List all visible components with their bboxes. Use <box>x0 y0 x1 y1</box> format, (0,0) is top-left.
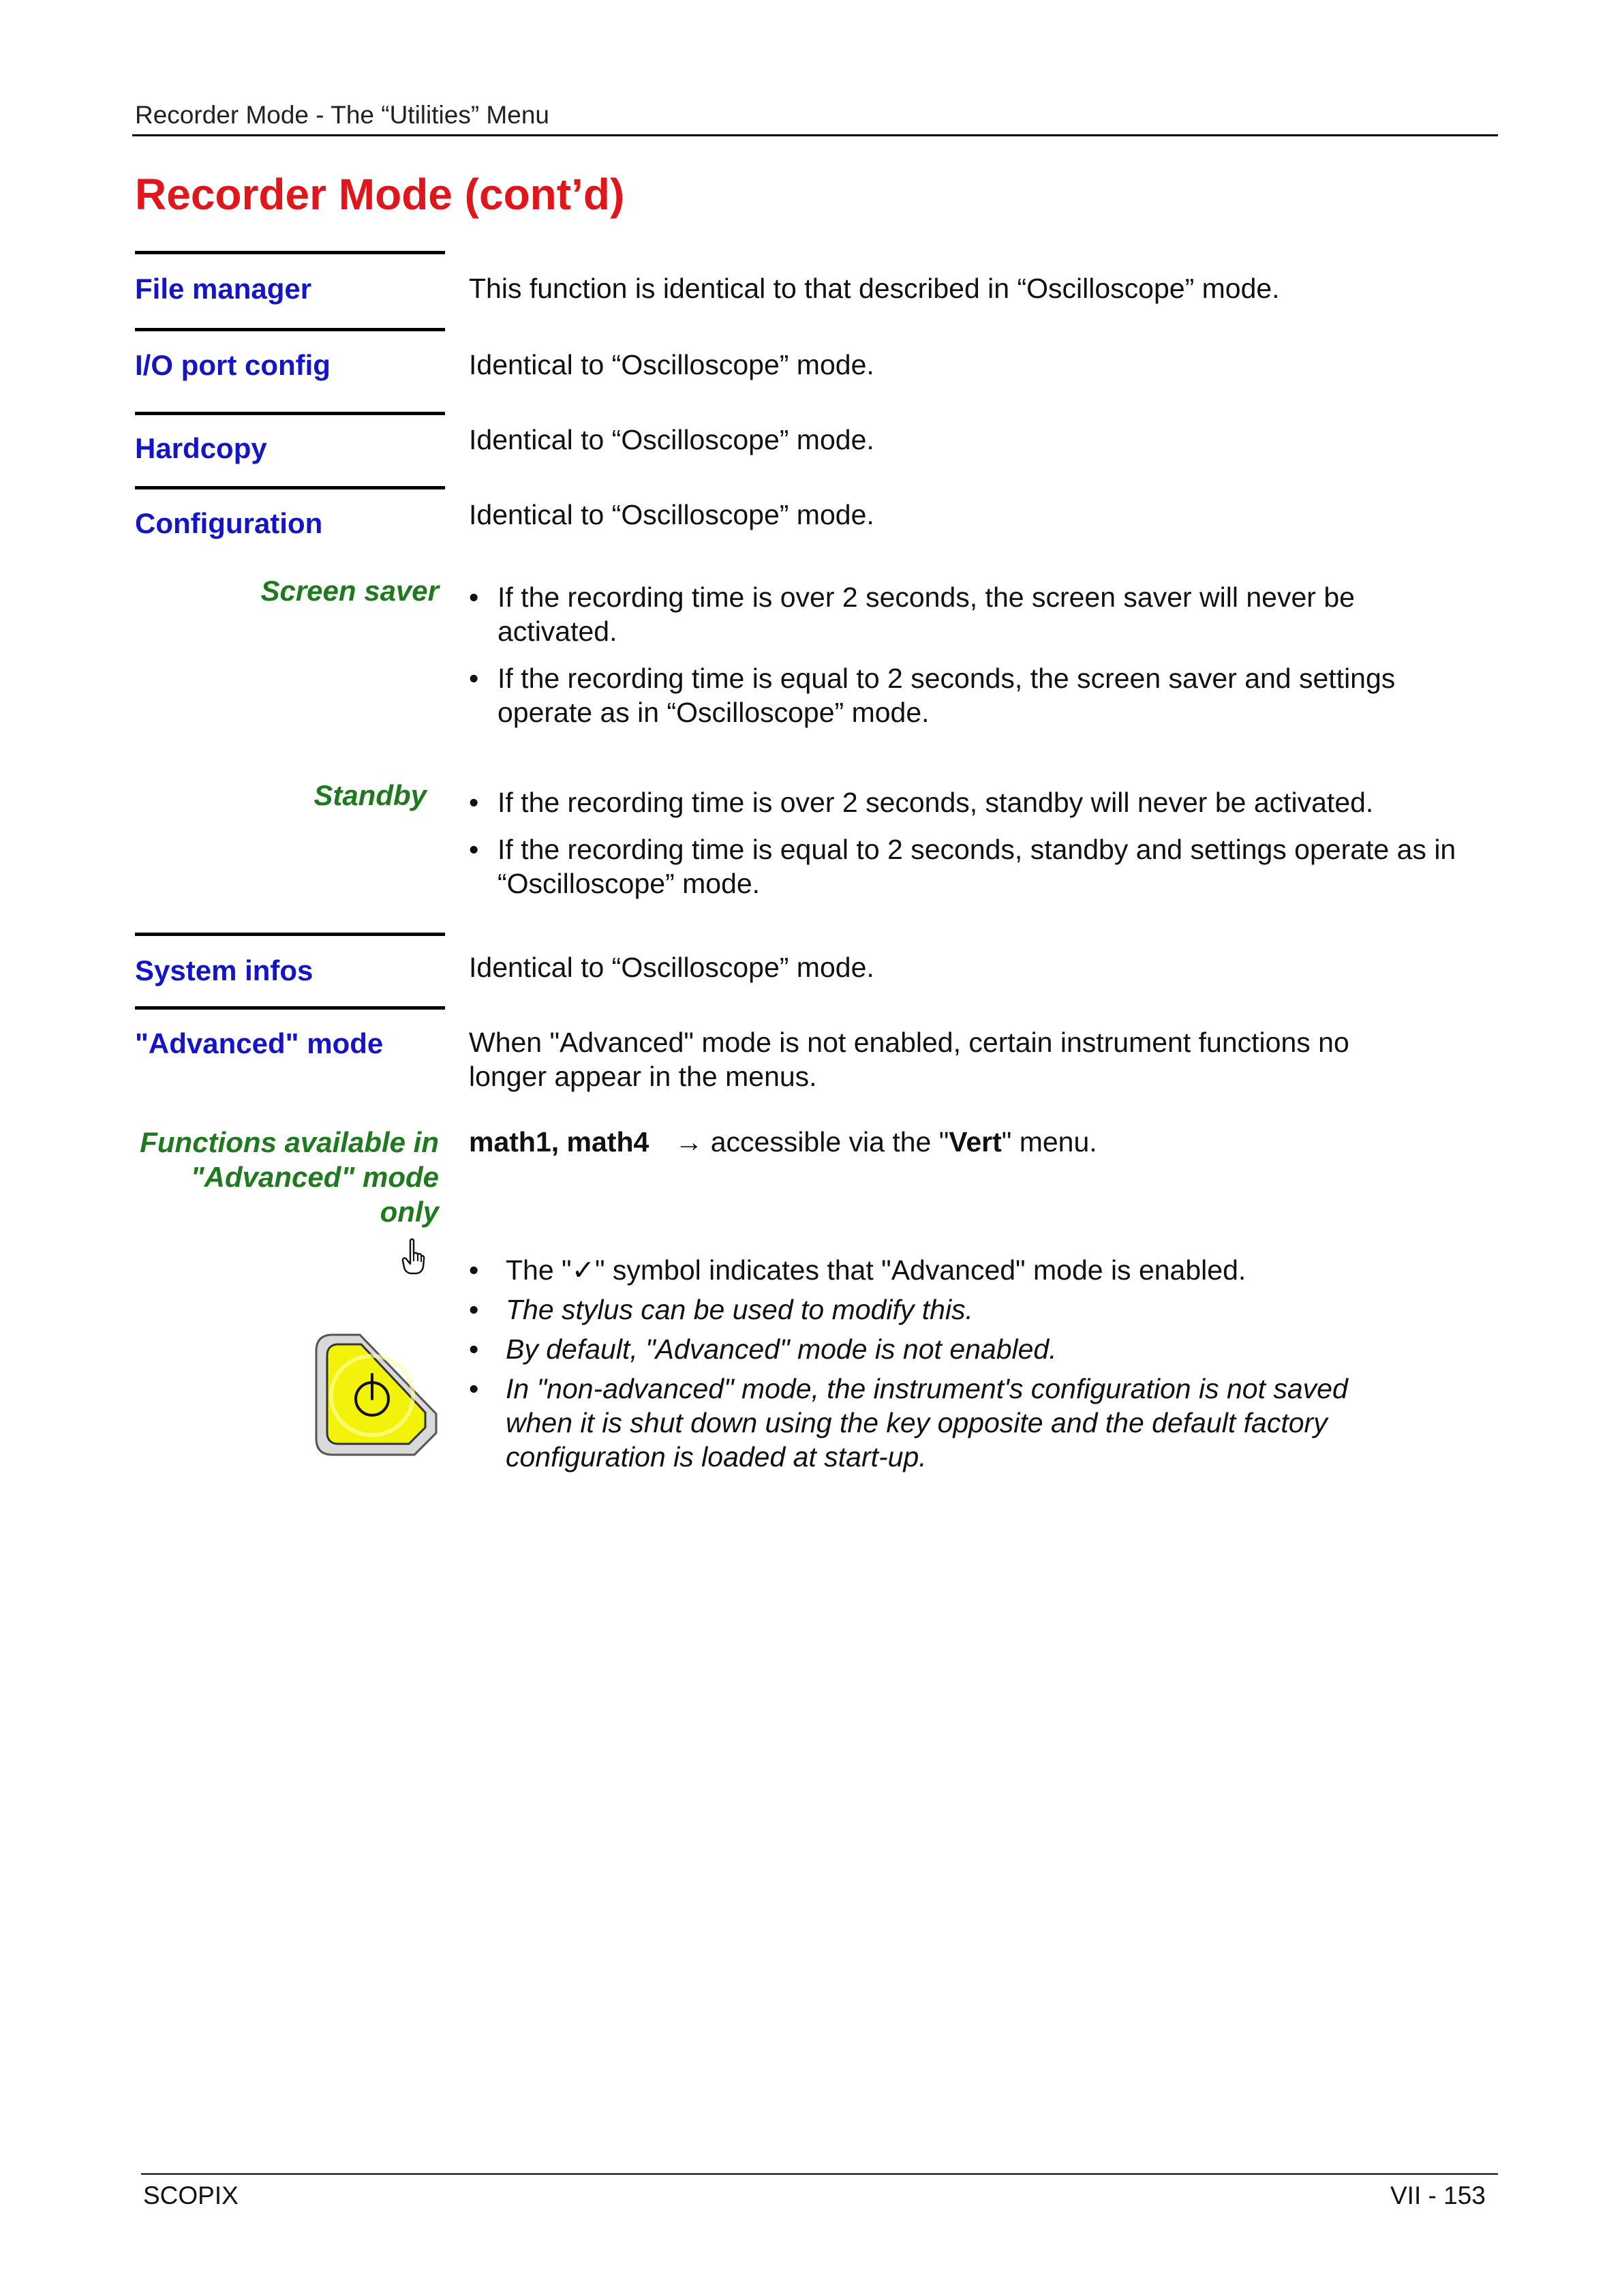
pointing-hand-icon <box>401 1238 425 1276</box>
note-text: The "✓" symbol indicates that "Advanced" mode is enabled. <box>506 1254 1246 1286</box>
label-file-manager: File manager <box>135 273 312 305</box>
bullet-icon: • <box>469 1333 479 1365</box>
text-advanced-mode-line2: longer appear in the menus. <box>469 1061 817 1092</box>
label-hardcopy: Hardcopy <box>135 432 267 464</box>
bullet-item <box>469 832 1478 901</box>
bullet-icon: • <box>469 663 479 694</box>
header-rule <box>132 134 1498 136</box>
label-standby: Standby <box>313 779 427 811</box>
menu-name: Vert <box>949 1126 1002 1158</box>
running-header: Recorder Mode - The “Utilities” Menu <box>135 101 549 129</box>
math-functions-line <box>469 1125 1097 1159</box>
bullet-icon: • <box>469 1294 479 1325</box>
bullet-text: If the recording time is over 2 seconds, standby will never be activated. <box>498 787 1374 818</box>
bullet-icon: • <box>469 581 479 613</box>
note-text: By default, "Advanced" mode is not enabled. <box>506 1333 1057 1365</box>
bullet-text: If the recording time is equal to 2 seconds, the screen saver and settings operate as in “Oscilloscope” mode. <box>498 663 1396 728</box>
section-rule <box>135 328 445 331</box>
note-item <box>469 1293 1389 1327</box>
bullet-item <box>469 580 1478 648</box>
label-line: Functions available in <box>140 1126 439 1158</box>
text-configuration: Identical to “Oscilloscope” mode. <box>469 499 874 530</box>
footer-rule <box>141 2173 1498 2175</box>
note-text: In "non-advanced" mode, the instrument's configuration is not saved when it is shut down using the key opposite and the default factory configuration is loaded at start-up. <box>506 1373 1348 1472</box>
accessible-text: accessible via the " <box>710 1126 949 1158</box>
bullet-item <box>469 661 1478 729</box>
bullet-icon: • <box>469 1254 479 1286</box>
bullet-icon: • <box>469 834 479 865</box>
label-system-infos: System infos <box>135 954 313 986</box>
bullet-icon: • <box>469 787 479 818</box>
text-io-port-config: Identical to “Oscilloscope” mode. <box>469 349 874 380</box>
page-number: VII - 153 <box>1390 2181 1486 2209</box>
footer-product: SCOPIX <box>143 2181 239 2209</box>
accessible-text: " menu. <box>1001 1126 1097 1158</box>
label-line: only <box>380 1196 439 1228</box>
bullet-text: If the recording time is over 2 seconds, the screen saver will never be activated. <box>498 581 1355 647</box>
bullet-text: If the recording time is equal to 2 seconds, standby and settings operate as in “Oscilloscope” mode. <box>498 834 1456 899</box>
note-text: The stylus can be used to modify this. <box>506 1294 973 1325</box>
label-functions-available <box>135 1125 439 1229</box>
note-item <box>469 1253 1389 1287</box>
label-configuration: Configuration <box>135 507 323 539</box>
note-item <box>469 1372 1382 1474</box>
text-system-infos: Identical to “Oscilloscope” mode. <box>469 952 874 983</box>
label-advanced-mode: "Advanced" mode <box>135 1027 384 1059</box>
section-rule <box>135 486 445 489</box>
bullet-item <box>469 785 1478 819</box>
label-line: "Advanced" mode <box>190 1161 439 1193</box>
section-rule <box>135 933 445 936</box>
power-key-icon <box>312 1331 442 1460</box>
label-io-port-config: I/O port config <box>135 349 331 381</box>
math-functions: math1, math4 <box>469 1126 649 1158</box>
text-hardcopy: Identical to “Oscilloscope” mode. <box>469 424 874 455</box>
text-file-manager: This function is identical to that described in “Oscilloscope” mode. <box>469 273 1280 304</box>
section-rule <box>135 1006 445 1010</box>
bullet-icon: • <box>469 1373 479 1404</box>
note-item <box>469 1332 1389 1366</box>
section-rule <box>135 251 445 254</box>
section-rule <box>135 412 445 415</box>
page-title: Recorder Mode (cont’d) <box>135 170 625 219</box>
text-advanced-mode-line1: When "Advanced" mode is not enabled, certain instrument functions no <box>469 1027 1349 1058</box>
arrow-icon: → <box>675 1126 703 1158</box>
label-screen-saver: Screen saver <box>260 575 439 607</box>
